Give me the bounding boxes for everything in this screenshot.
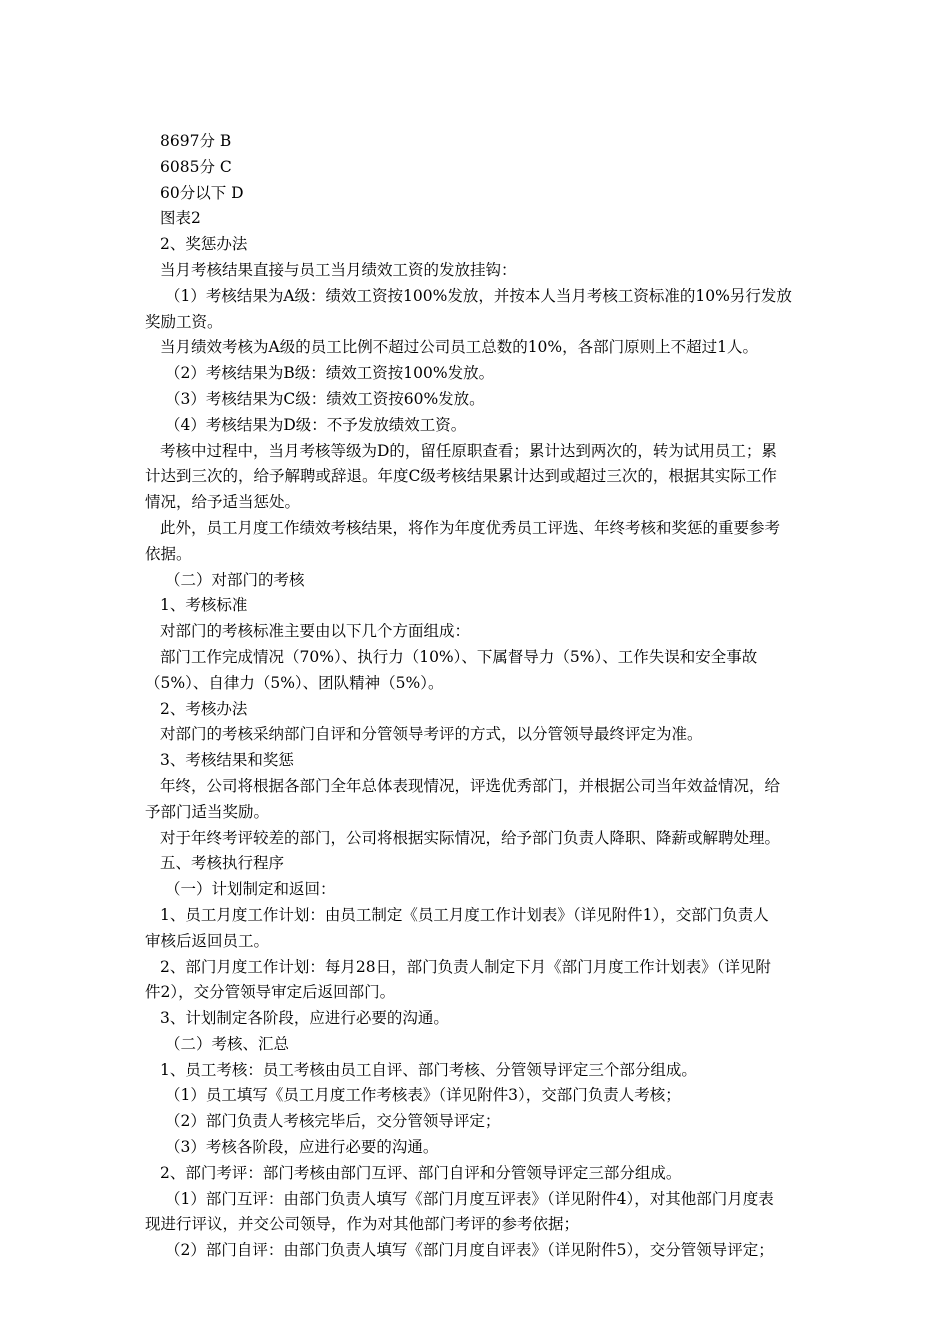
paragraph-line: 考核中过程中，当月考核等级为D的，留任原职查看；累计达到两次的，转为试用员工；累 [160, 441, 777, 460]
paragraph-line: 现进行评议，并交公司领导，作为对其他部门考评的参考依据； [145, 1215, 580, 1234]
paragraph-line: （5%）、自律力（5%）、团队精神（5%）。 [145, 673, 444, 692]
section-heading: （二）对部门的考核 [165, 570, 305, 589]
figure-caption: 图表2 [160, 209, 201, 228]
paragraph-line: （2）部门自评：由部门负责人填写《部门月度自评表》（详见附件5），交分管领导评定； [165, 1241, 774, 1260]
paragraph-line: 予部门适当奖励。 [145, 802, 270, 821]
paragraph-line: （4）考核结果为D级：不予发放绩效工资。 [165, 415, 467, 434]
paragraph-line: 依据。 [145, 544, 192, 563]
paragraph-line: 年终，公司将根据各部门全年总体表现情况，评选优秀部门，并根据公司当年效益情况，给 [160, 776, 781, 795]
section-heading: 2、考核办法 [160, 699, 248, 718]
grade-d-line: 60分以下 D [160, 183, 244, 202]
paragraph-line: 情况，给予适当惩处。 [145, 493, 301, 512]
paragraph-line: 此外，员工月度工作绩效考核结果，将作为年度优秀员工评选、年终考核和奖惩的重要参考 [160, 518, 781, 537]
paragraph-line: 1、员工月度工作计划：由员工制定《员工月度工作计划表》（详见附件1），交部门负责人 [160, 905, 769, 924]
paragraph-line: 部门工作完成情况（70%）、执行力（10%）、下属督导力（5%）、工作失误和安全事故 [160, 647, 758, 666]
paragraph-line: 当月考核结果直接与员工当月绩效工资的发放挂钩： [160, 260, 517, 279]
section-heading: （二）考核、汇总 [165, 1034, 290, 1053]
paragraph-line: 当月绩效考核为A级的员工比例不超过公司员工总数的10%，各部门原则上不超过1人。 [160, 338, 759, 357]
paragraph-line: 件2），交分管领导审定后返回部门。 [145, 983, 396, 1002]
paragraph-line: 奖励工资。 [145, 312, 223, 331]
paragraph-line: （2）部门负责人考核完毕后，交分管领导评定； [165, 1112, 501, 1131]
paragraph-line: 1、员工考核：员工考核由员工自评、部门考核、分管领导评定三个部分组成。 [160, 1060, 697, 1079]
grade-b-line: 8697分 B [160, 132, 232, 150]
paragraph-line: （3）考核各阶段，应进行必要的沟通。 [165, 1138, 439, 1157]
section-heading: 五、考核执行程序 [160, 854, 285, 873]
section-heading: （一）计划制定和返回： [165, 880, 336, 899]
paragraph-line: 对部门的考核标准主要由以下几个方面组成： [160, 622, 471, 641]
paragraph-line: 审核后返回员工。 [145, 931, 270, 950]
section-heading: 3、考核结果和奖惩 [160, 751, 294, 770]
document-body [145, 129, 813, 1264]
grade-c-line: 6085分 C [160, 157, 232, 176]
section-heading: 2、奖惩办法 [160, 235, 248, 254]
paragraph-line: （2）考核结果为B级：绩效工资按100%发放。 [165, 364, 495, 383]
paragraph-line: （1）员工填写《员工月度工作考核表》（详见附件3），交部门负责人考核； [165, 1086, 681, 1105]
paragraph-line: （1）考核结果为A级：绩效工资按100%发放，并按本人当月考核工资标准的10%另行发放 [165, 286, 792, 305]
paragraph-line: 2、部门考评：部门考核由部门互评、部门自评和分管领导评定三部分组成。 [160, 1163, 682, 1182]
paragraph-line: （3）考核结果为C级：绩效工资按60%发放。 [165, 389, 485, 408]
paragraph-line: 计达到三次的，给予解聘或辞退。年度C级考核结果累计达到或超过三次的，根据其实际工作 [145, 467, 777, 486]
paragraph-line: 3、计划制定各阶段，应进行必要的沟通。 [160, 1009, 449, 1028]
paragraph-line: （1）部门互评：由部门负责人填写《部门月度互评表》（详见附件4），对其他部门月度表 [165, 1189, 774, 1208]
paragraph-line: 对部门的考核采纳部门自评和分管领导考评的方式，以分管领导最终评定为准。 [160, 725, 703, 744]
paragraph-line: 2、部门月度工作计划：每月28日，部门负责人制定下月《部门月度工作计划表》（详见附 [160, 957, 771, 976]
section-heading: 1、考核标准 [160, 596, 248, 615]
paragraph-line: 对于年终考评较差的部门，公司将根据实际情况，给予部门负责人降职、降薪或解聘处理。 [160, 828, 781, 847]
